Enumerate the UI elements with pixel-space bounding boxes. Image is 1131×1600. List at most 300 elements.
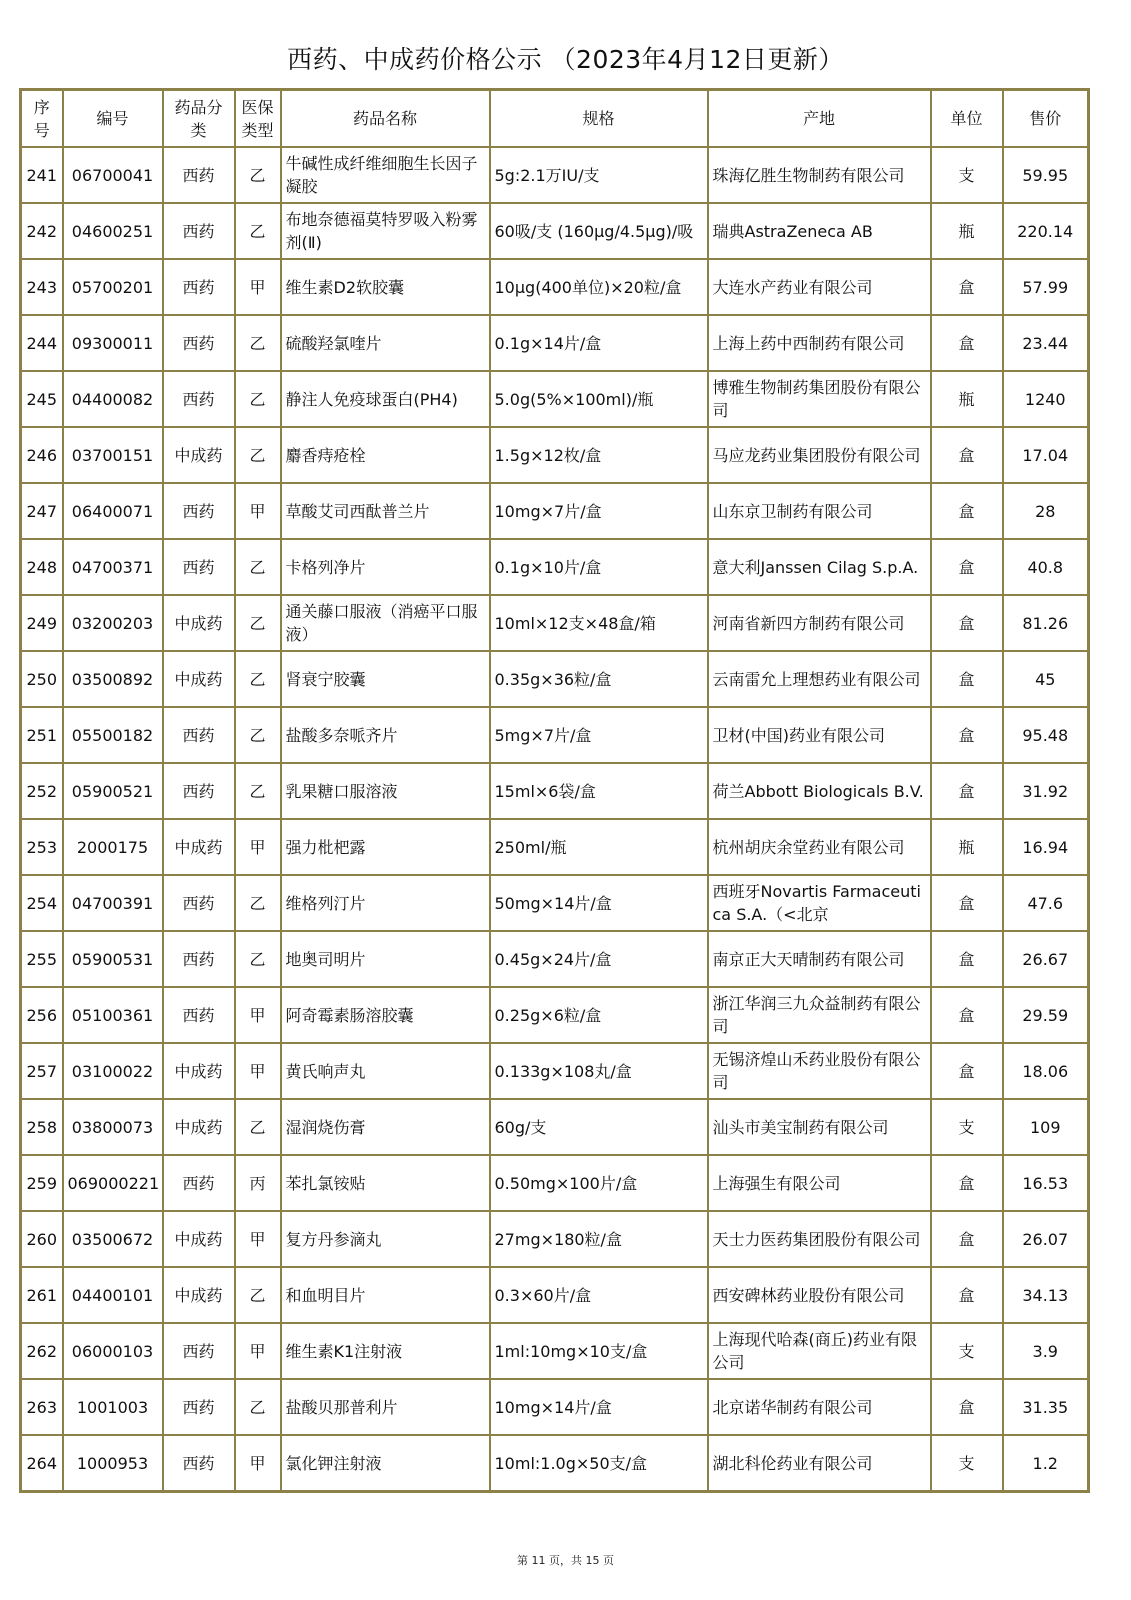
cell-category: 西药 — [163, 987, 235, 1043]
cell-origin-text: 天士力医药集团股份有限公司 — [712, 1229, 921, 1249]
cell-unit: 盒 — [931, 763, 1003, 819]
cell-spec-text: 1ml:10mg×10支/盒 — [494, 1341, 648, 1361]
cell-origin-text: 河南省新四方制药有限公司 — [712, 613, 905, 633]
cell-origin-text: 西安碑林药业股份有限公司 — [712, 1285, 905, 1305]
cell-unit: 盒 — [931, 539, 1003, 595]
cell-origin — [708, 371, 931, 427]
cell-origin-text: 西班牙Novartis Farmaceutica S.A.（<北京 — [712, 882, 921, 924]
cell-spec — [490, 1099, 708, 1155]
cell-no: 243 — [21, 259, 63, 315]
cell-drug-name-text: 氯化钾注射液 — [285, 1453, 382, 1473]
cell-category: 中成药 — [163, 819, 235, 875]
cell-code: 2000175 — [63, 819, 163, 875]
cell-category: 中成药 — [163, 427, 235, 483]
cell-spec-text: 15ml×6袋/盒 — [494, 781, 596, 801]
cell-spec-text: 10μg(400单位)×20粒/盒 — [494, 277, 682, 297]
cell-insurance: 乙 — [235, 875, 281, 931]
cell-origin — [708, 1099, 931, 1155]
cell-spec-text: 5g:2.1万IU/支 — [494, 165, 600, 185]
cell-insurance: 丙 — [235, 1155, 281, 1211]
column-header-price: 售价 — [1003, 90, 1089, 148]
cell-price: 59.95 — [1003, 147, 1089, 203]
cell-origin — [708, 707, 931, 763]
cell-origin-text: 湖北科伦药业有限公司 — [712, 1453, 873, 1473]
cell-drug-name-text: 盐酸贝那普利片 — [285, 1397, 398, 1417]
table-row — [21, 147, 1089, 203]
cell-price: 1.2 — [1003, 1435, 1089, 1492]
cell-spec-text: 0.50mg×100片/盒 — [494, 1173, 638, 1193]
cell-category: 西药 — [163, 259, 235, 315]
cell-drug-name-text: 静注人免疫球蛋白(PH4) — [285, 389, 458, 409]
table-row — [21, 819, 1089, 875]
cell-category: 西药 — [163, 539, 235, 595]
cell-drug-name-text: 地奥司明片 — [285, 949, 366, 969]
cell-category: 西药 — [163, 483, 235, 539]
cell-price: 3.9 — [1003, 1323, 1089, 1379]
cell-drug-name-text: 布地奈德福莫特罗吸入粉雾剂(Ⅱ) — [285, 210, 478, 252]
cell-drug-name — [281, 1323, 490, 1379]
cell-spec — [490, 1155, 708, 1211]
cell-unit: 盒 — [931, 427, 1003, 483]
cell-category: 西药 — [163, 371, 235, 427]
table-row — [21, 1379, 1089, 1435]
cell-price: 17.04 — [1003, 427, 1089, 483]
cell-no: 261 — [21, 1267, 63, 1323]
cell-spec — [490, 651, 708, 707]
cell-drug-name-text: 硫酸羟氯喹片 — [285, 333, 382, 353]
cell-insurance: 乙 — [235, 931, 281, 987]
cell-category: 中成药 — [163, 1099, 235, 1155]
cell-drug-name-text: 强力枇杷露 — [285, 837, 366, 857]
cell-no: 264 — [21, 1435, 63, 1492]
cell-drug-name-text: 肾衰宁胶囊 — [285, 669, 366, 689]
cell-code: 03800073 — [63, 1099, 163, 1155]
cell-origin — [708, 875, 931, 931]
cell-insurance: 甲 — [235, 987, 281, 1043]
cell-drug-name-text: 草酸艾司西酞普兰片 — [285, 501, 430, 521]
cell-origin-text: 上海上药中西制药有限公司 — [712, 333, 905, 353]
cell-spec-text: 250ml/瓶 — [494, 837, 567, 857]
cell-spec — [490, 259, 708, 315]
cell-drug-name — [281, 147, 490, 203]
cell-insurance: 乙 — [235, 539, 281, 595]
cell-spec — [490, 707, 708, 763]
cell-price: 47.6 — [1003, 875, 1089, 931]
cell-origin — [708, 539, 931, 595]
cell-category: 西药 — [163, 1323, 235, 1379]
cell-price: 95.48 — [1003, 707, 1089, 763]
cell-unit: 支 — [931, 1099, 1003, 1155]
cell-drug-name-text: 湿润烧伤膏 — [285, 1117, 366, 1137]
cell-unit: 瓶 — [931, 203, 1003, 259]
cell-spec — [490, 539, 708, 595]
cell-origin — [708, 931, 931, 987]
cell-insurance: 乙 — [235, 1379, 281, 1435]
cell-spec — [490, 763, 708, 819]
cell-spec — [490, 1267, 708, 1323]
cell-unit: 盒 — [931, 651, 1003, 707]
cell-origin — [708, 483, 931, 539]
cell-drug-name — [281, 707, 490, 763]
cell-spec-text: 0.35g×36粒/盒 — [494, 669, 612, 689]
table-row — [21, 259, 1089, 315]
cell-category: 西药 — [163, 875, 235, 931]
cell-no: 246 — [21, 427, 63, 483]
cell-code: 06000103 — [63, 1323, 163, 1379]
cell-insurance: 乙 — [235, 371, 281, 427]
page-title: 西药、中成药价格公示 （2023年4月12日更新） — [287, 45, 844, 74]
table-row — [21, 1211, 1089, 1267]
cell-drug-name-text: 通关藤口服液（消癌平口服液） — [285, 602, 478, 644]
cell-origin — [708, 427, 931, 483]
cell-unit: 盒 — [931, 595, 1003, 651]
cell-price: 220.14 — [1003, 203, 1089, 259]
cell-drug-name-text: 维生素K1注射液 — [285, 1341, 403, 1361]
cell-spec — [490, 875, 708, 931]
cell-code: 03500672 — [63, 1211, 163, 1267]
header-row — [21, 90, 1089, 148]
cell-price: 57.99 — [1003, 259, 1089, 315]
cell-drug-name — [281, 595, 490, 651]
cell-price: 34.13 — [1003, 1267, 1089, 1323]
cell-spec — [490, 147, 708, 203]
cell-category: 中成药 — [163, 1043, 235, 1099]
cell-spec — [490, 1323, 708, 1379]
cell-drug-name-text: 卡格列净片 — [285, 557, 366, 577]
cell-unit: 盒 — [931, 1155, 1003, 1211]
cell-category: 中成药 — [163, 1267, 235, 1323]
column-header-insurance: 医保类型 — [235, 90, 281, 148]
cell-drug-name — [281, 1155, 490, 1211]
cell-price: 81.26 — [1003, 595, 1089, 651]
table-row — [21, 931, 1089, 987]
cell-origin-text: 汕头市美宝制药有限公司 — [712, 1117, 889, 1137]
cell-drug-name — [281, 875, 490, 931]
cell-drug-name — [281, 651, 490, 707]
cell-spec — [490, 987, 708, 1043]
cell-drug-name — [281, 1379, 490, 1435]
cell-spec-text: 0.133g×108丸/盒 — [494, 1061, 632, 1081]
cell-code: 03500892 — [63, 651, 163, 707]
cell-category: 西药 — [163, 315, 235, 371]
cell-spec — [490, 1043, 708, 1099]
cell-no: 244 — [21, 315, 63, 371]
cell-origin — [708, 147, 931, 203]
cell-code: 04600251 — [63, 203, 163, 259]
cell-no: 251 — [21, 707, 63, 763]
cell-category: 中成药 — [163, 651, 235, 707]
cell-spec — [490, 1435, 708, 1492]
cell-origin-text: 瑞典AstraZeneca AB — [712, 221, 873, 241]
cell-origin-text: 荷兰Abbott Biologicals B.V. — [712, 781, 924, 801]
cell-unit: 盒 — [931, 259, 1003, 315]
cell-category: 西药 — [163, 203, 235, 259]
cell-no: 252 — [21, 763, 63, 819]
cell-origin — [708, 315, 931, 371]
table-row — [21, 707, 1089, 763]
cell-origin — [708, 763, 931, 819]
cell-origin — [708, 259, 931, 315]
cell-drug-name — [281, 987, 490, 1043]
cell-insurance: 甲 — [235, 259, 281, 315]
cell-price: 31.35 — [1003, 1379, 1089, 1435]
cell-insurance: 乙 — [235, 707, 281, 763]
cell-no: 248 — [21, 539, 63, 595]
cell-spec — [490, 483, 708, 539]
column-header-code: 编号 — [63, 90, 163, 148]
table-row — [21, 1435, 1089, 1492]
table-row — [21, 315, 1089, 371]
table-row — [21, 1043, 1089, 1099]
cell-code: 03200203 — [63, 595, 163, 651]
cell-drug-name — [281, 427, 490, 483]
cell-insurance: 乙 — [235, 427, 281, 483]
column-header-origin: 产地 — [708, 90, 931, 148]
cell-origin-text: 博雅生物制药集团股份有限公司 — [712, 378, 921, 420]
cell-category: 西药 — [163, 931, 235, 987]
cell-insurance: 乙 — [235, 1099, 281, 1155]
cell-spec-text: 60吸/支 (160μg/4.5μg)/吸 — [494, 221, 694, 241]
cell-no: 253 — [21, 819, 63, 875]
page-footer: 第 11 页，共 15 页 — [517, 1554, 614, 1567]
cell-unit: 盒 — [931, 1379, 1003, 1435]
cell-origin-text: 卫材(中国)药业有限公司 — [712, 725, 885, 745]
cell-category: 西药 — [163, 1155, 235, 1211]
cell-drug-name-text: 阿奇霉素肠溶胶囊 — [285, 1005, 414, 1025]
cell-drug-name-text: 维生素D2软胶囊 — [285, 277, 405, 297]
cell-insurance: 乙 — [235, 763, 281, 819]
cell-origin — [708, 1211, 931, 1267]
cell-no: 242 — [21, 203, 63, 259]
cell-drug-name-text: 盐酸多奈哌齐片 — [285, 725, 398, 745]
cell-code: 09300011 — [63, 315, 163, 371]
cell-drug-name-text: 和血明目片 — [285, 1285, 366, 1305]
cell-origin — [708, 203, 931, 259]
cell-no: 250 — [21, 651, 63, 707]
cell-code: 05900531 — [63, 931, 163, 987]
cell-spec — [490, 203, 708, 259]
cell-insurance: 乙 — [235, 651, 281, 707]
cell-spec — [490, 1211, 708, 1267]
cell-origin-text: 无锡济煌山禾药业股份有限公司 — [712, 1050, 921, 1092]
cell-price: 26.67 — [1003, 931, 1089, 987]
cell-no: 241 — [21, 147, 63, 203]
cell-no: 249 — [21, 595, 63, 651]
cell-category: 中成药 — [163, 1211, 235, 1267]
cell-no: 245 — [21, 371, 63, 427]
cell-drug-name — [281, 259, 490, 315]
cell-origin — [708, 595, 931, 651]
cell-spec-text: 10mg×14片/盒 — [494, 1397, 612, 1417]
cell-unit: 支 — [931, 147, 1003, 203]
cell-drug-name-text: 维格列汀片 — [285, 893, 366, 913]
cell-code: 04700371 — [63, 539, 163, 595]
cell-origin — [708, 1435, 931, 1492]
cell-insurance: 甲 — [235, 819, 281, 875]
cell-price: 40.8 — [1003, 539, 1089, 595]
cell-origin — [708, 819, 931, 875]
cell-spec-text: 50mg×14片/盒 — [494, 893, 612, 913]
cell-code: 05900521 — [63, 763, 163, 819]
cell-category: 西药 — [163, 1379, 235, 1435]
cell-unit: 支 — [931, 1435, 1003, 1492]
cell-price: 26.07 — [1003, 1211, 1089, 1267]
cell-code: 069000221 — [63, 1155, 163, 1211]
cell-spec — [490, 371, 708, 427]
cell-origin-text: 北京诺华制药有限公司 — [712, 1397, 873, 1417]
table-row — [21, 987, 1089, 1043]
cell-spec-text: 10ml:1.0g×50支/盒 — [494, 1453, 648, 1473]
cell-origin-text: 大连水产药业有限公司 — [712, 277, 873, 297]
cell-no: 257 — [21, 1043, 63, 1099]
cell-code: 06700041 — [63, 147, 163, 203]
cell-origin-text: 上海现代哈森(商丘)药业有限公司 — [712, 1330, 917, 1372]
cell-drug-name — [281, 931, 490, 987]
cell-code: 05100361 — [63, 987, 163, 1043]
cell-origin — [708, 1155, 931, 1211]
cell-unit: 盒 — [931, 1211, 1003, 1267]
cell-drug-name — [281, 539, 490, 595]
cell-insurance: 甲 — [235, 1323, 281, 1379]
column-header-category: 药品分类 — [163, 90, 235, 148]
cell-drug-name-text: 牛碱性成纤维细胞生长因子凝胶 — [285, 154, 478, 196]
cell-drug-name — [281, 483, 490, 539]
cell-unit: 盒 — [931, 483, 1003, 539]
table-row — [21, 1155, 1089, 1211]
cell-category: 西药 — [163, 763, 235, 819]
cell-origin-text: 马应龙药业集团股份有限公司 — [712, 445, 921, 465]
cell-no: 247 — [21, 483, 63, 539]
cell-spec — [490, 595, 708, 651]
cell-no: 263 — [21, 1379, 63, 1435]
table-row — [21, 763, 1089, 819]
cell-price: 109 — [1003, 1099, 1089, 1155]
cell-code: 04400101 — [63, 1267, 163, 1323]
column-header-unit: 单位 — [931, 90, 1003, 148]
cell-price: 23.44 — [1003, 315, 1089, 371]
cell-insurance: 乙 — [235, 1267, 281, 1323]
cell-price: 1240 — [1003, 371, 1089, 427]
cell-origin — [708, 1323, 931, 1379]
cell-spec — [490, 315, 708, 371]
cell-spec-text: 10ml×12支×48盒/箱 — [494, 613, 656, 633]
cell-price: 31.92 — [1003, 763, 1089, 819]
cell-insurance: 甲 — [235, 1211, 281, 1267]
cell-origin-text: 浙江华润三九众益制药有限公司 — [712, 994, 921, 1036]
table-row — [21, 203, 1089, 259]
cell-origin — [708, 651, 931, 707]
cell-spec — [490, 427, 708, 483]
cell-drug-name — [281, 1211, 490, 1267]
cell-spec-text: 5.0g(5%×100ml)/瓶 — [494, 389, 654, 409]
cell-unit: 盒 — [931, 1267, 1003, 1323]
cell-unit: 瓶 — [931, 371, 1003, 427]
cell-drug-name-text: 黄氏响声丸 — [285, 1061, 366, 1081]
table-row — [21, 427, 1089, 483]
cell-spec-text: 0.25g×6粒/盒 — [494, 1005, 602, 1025]
table-row — [21, 1323, 1089, 1379]
cell-insurance: 乙 — [235, 315, 281, 371]
cell-spec-text: 5mg×7片/盒 — [494, 725, 592, 745]
cell-spec-text: 60g/支 — [494, 1117, 547, 1137]
cell-drug-name — [281, 371, 490, 427]
cell-price: 16.53 — [1003, 1155, 1089, 1211]
cell-code: 03100022 — [63, 1043, 163, 1099]
cell-drug-name — [281, 763, 490, 819]
cell-spec-text: 0.1g×10片/盒 — [494, 557, 602, 577]
price-table — [19, 88, 1090, 1493]
cell-drug-name-text: 麝香痔疮栓 — [285, 445, 366, 465]
cell-code: 1001003 — [63, 1379, 163, 1435]
column-header-spec: 规格 — [490, 90, 708, 148]
cell-origin-text: 上海强生有限公司 — [712, 1173, 841, 1193]
cell-category: 西药 — [163, 147, 235, 203]
cell-category: 中成药 — [163, 595, 235, 651]
table-row — [21, 371, 1089, 427]
cell-unit: 支 — [931, 1323, 1003, 1379]
cell-insurance: 甲 — [235, 483, 281, 539]
cell-spec-text: 10mg×7片/盒 — [494, 501, 602, 521]
cell-insurance: 甲 — [235, 1435, 281, 1492]
table-row — [21, 539, 1089, 595]
cell-price: 16.94 — [1003, 819, 1089, 875]
cell-category: 西药 — [163, 1435, 235, 1492]
cell-insurance: 甲 — [235, 1043, 281, 1099]
table-row — [21, 875, 1089, 931]
cell-drug-name — [281, 315, 490, 371]
cell-code: 04400082 — [63, 371, 163, 427]
cell-origin-text: 南京正大天晴制药有限公司 — [712, 949, 905, 969]
cell-code: 05500182 — [63, 707, 163, 763]
cell-origin — [708, 1267, 931, 1323]
cell-spec — [490, 819, 708, 875]
cell-drug-name — [281, 1043, 490, 1099]
cell-spec-text: 27mg×180粒/盒 — [494, 1229, 622, 1249]
cell-spec-text: 1.5g×12枚/盒 — [494, 445, 602, 465]
cell-unit: 盒 — [931, 315, 1003, 371]
cell-origin — [708, 1043, 931, 1099]
cell-unit: 盒 — [931, 987, 1003, 1043]
cell-drug-name-text: 复方丹参滴丸 — [285, 1229, 382, 1249]
cell-origin — [708, 1379, 931, 1435]
cell-no: 260 — [21, 1211, 63, 1267]
column-header-name: 药品名称 — [281, 90, 490, 148]
column-header-no: 序号 — [21, 90, 63, 148]
cell-price: 28 — [1003, 483, 1089, 539]
table-row — [21, 483, 1089, 539]
cell-unit: 盒 — [931, 931, 1003, 987]
cell-drug-name-text: 苯扎氯铵贴 — [285, 1173, 366, 1193]
cell-code: 1000953 — [63, 1435, 163, 1492]
cell-no: 259 — [21, 1155, 63, 1211]
cell-insurance: 乙 — [235, 147, 281, 203]
cell-no: 254 — [21, 875, 63, 931]
cell-code: 04700391 — [63, 875, 163, 931]
cell-spec — [490, 931, 708, 987]
cell-insurance: 乙 — [235, 595, 281, 651]
cell-no: 258 — [21, 1099, 63, 1155]
cell-origin-text: 珠海亿胜生物制药有限公司 — [712, 165, 905, 185]
cell-unit: 盒 — [931, 707, 1003, 763]
table-row — [21, 1267, 1089, 1323]
table-body — [21, 147, 1089, 1492]
cell-no: 256 — [21, 987, 63, 1043]
cell-spec — [490, 1379, 708, 1435]
cell-spec-text: 0.1g×14片/盒 — [494, 333, 602, 353]
cell-origin — [708, 987, 931, 1043]
cell-drug-name — [281, 819, 490, 875]
cell-origin-text: 意大利Janssen Cilag S.p.A. — [712, 557, 919, 577]
